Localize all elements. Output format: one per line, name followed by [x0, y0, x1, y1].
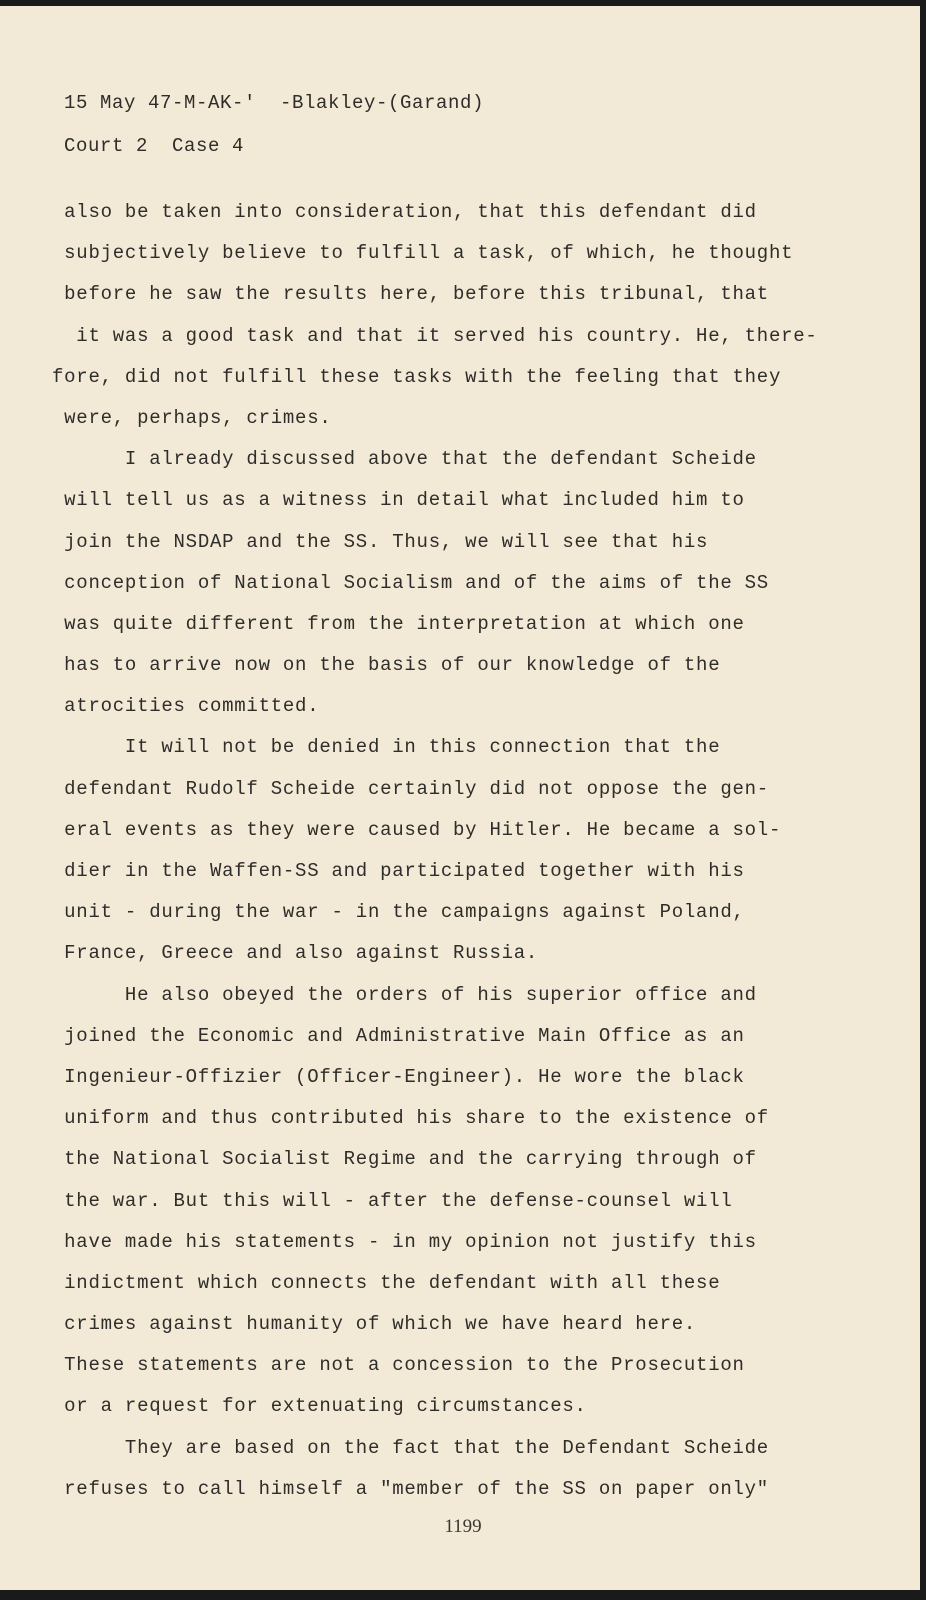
text-line: were, perhaps, crimes.	[52, 406, 332, 429]
text-line: or a request for extenuating circumstances.	[52, 1395, 587, 1418]
text-line: also be taken into consideration, that this defendant did	[52, 201, 757, 223]
scan-edge-bottom	[0, 1590, 926, 1600]
text-line: subjectively believe to fulfill a task, of which, he thought	[52, 242, 794, 265]
text-line: unit - during the war - in the campaigns against Poland,	[52, 901, 745, 924]
text-line: It will not be denied in this connection that the	[52, 736, 721, 759]
text-line: has to arrive now on the basis of our knowledge of the	[52, 654, 721, 677]
text-line: will tell us as a witness in detail what included him to	[52, 489, 745, 512]
text-line: atrocities committed.	[52, 695, 320, 718]
scan-edge-top	[0, 0, 926, 6]
text-line: join the NSDAP and the SS. Thus, we will see that his	[52, 530, 709, 553]
text-line: crimes against humanity of which we have heard here.	[52, 1313, 697, 1336]
header-date-line: 15 May 47-M-AK-' -Blakley-(Garand)	[64, 92, 485, 114]
text-line: conception of National Socialism and of the aims of the SS	[52, 571, 769, 594]
text-line: fore, did not fulfill these tasks with the feeling that they	[52, 365, 782, 388]
text-line: refuses to call himself a "member of the SS on paper only"	[52, 1477, 769, 1500]
page-number: 1199	[444, 1516, 482, 1537]
text-line: dier in the Waffen-SS and participated together with his	[52, 860, 745, 882]
body-text	[52, 192, 832, 1510]
text-line: I already discussed above that the defendant Scheide	[52, 448, 757, 471]
text-line: indictment which connects the defendant with all these	[52, 1271, 721, 1294]
text-line: it was a good task and that it served his country. He, there-	[52, 324, 818, 347]
text-line: uniform and thus contributed his share to the existence of	[52, 1107, 769, 1130]
text-line: eral events as they were caused by Hitler. He became a sol-	[52, 818, 782, 841]
text-line: These statements are not a concession to the Prosecution	[52, 1354, 745, 1377]
text-line: He also obeyed the orders of his superior office and	[52, 983, 757, 1006]
text-line: They are based on the fact that the Defendant Scheide	[52, 1436, 769, 1459]
text-line: Ingenieur-Offizier (Officer-Engineer). He wore the black	[52, 1065, 745, 1088]
scan-edge-right	[920, 0, 926, 1600]
text-line: the National Socialist Regime and the carrying through of	[52, 1148, 757, 1171]
text-line: before he saw the results here, before this tribunal, that	[52, 283, 769, 306]
text-line: have made his statements - in my opinion not justify this	[52, 1230, 757, 1253]
text-line: the war. But this will - after the defense-counsel will	[52, 1189, 733, 1212]
header-court-case: Court 2 Case 4	[64, 135, 245, 157]
text-line: joined the Economic and Administrative Main Office as an	[52, 1024, 745, 1047]
text-line: France, Greece and also against Russia.	[52, 942, 539, 965]
text-line: was quite different from the interpretation at which one	[52, 612, 745, 635]
text-line: defendant Rudolf Scheide certainly did not oppose the gen-	[52, 777, 769, 800]
